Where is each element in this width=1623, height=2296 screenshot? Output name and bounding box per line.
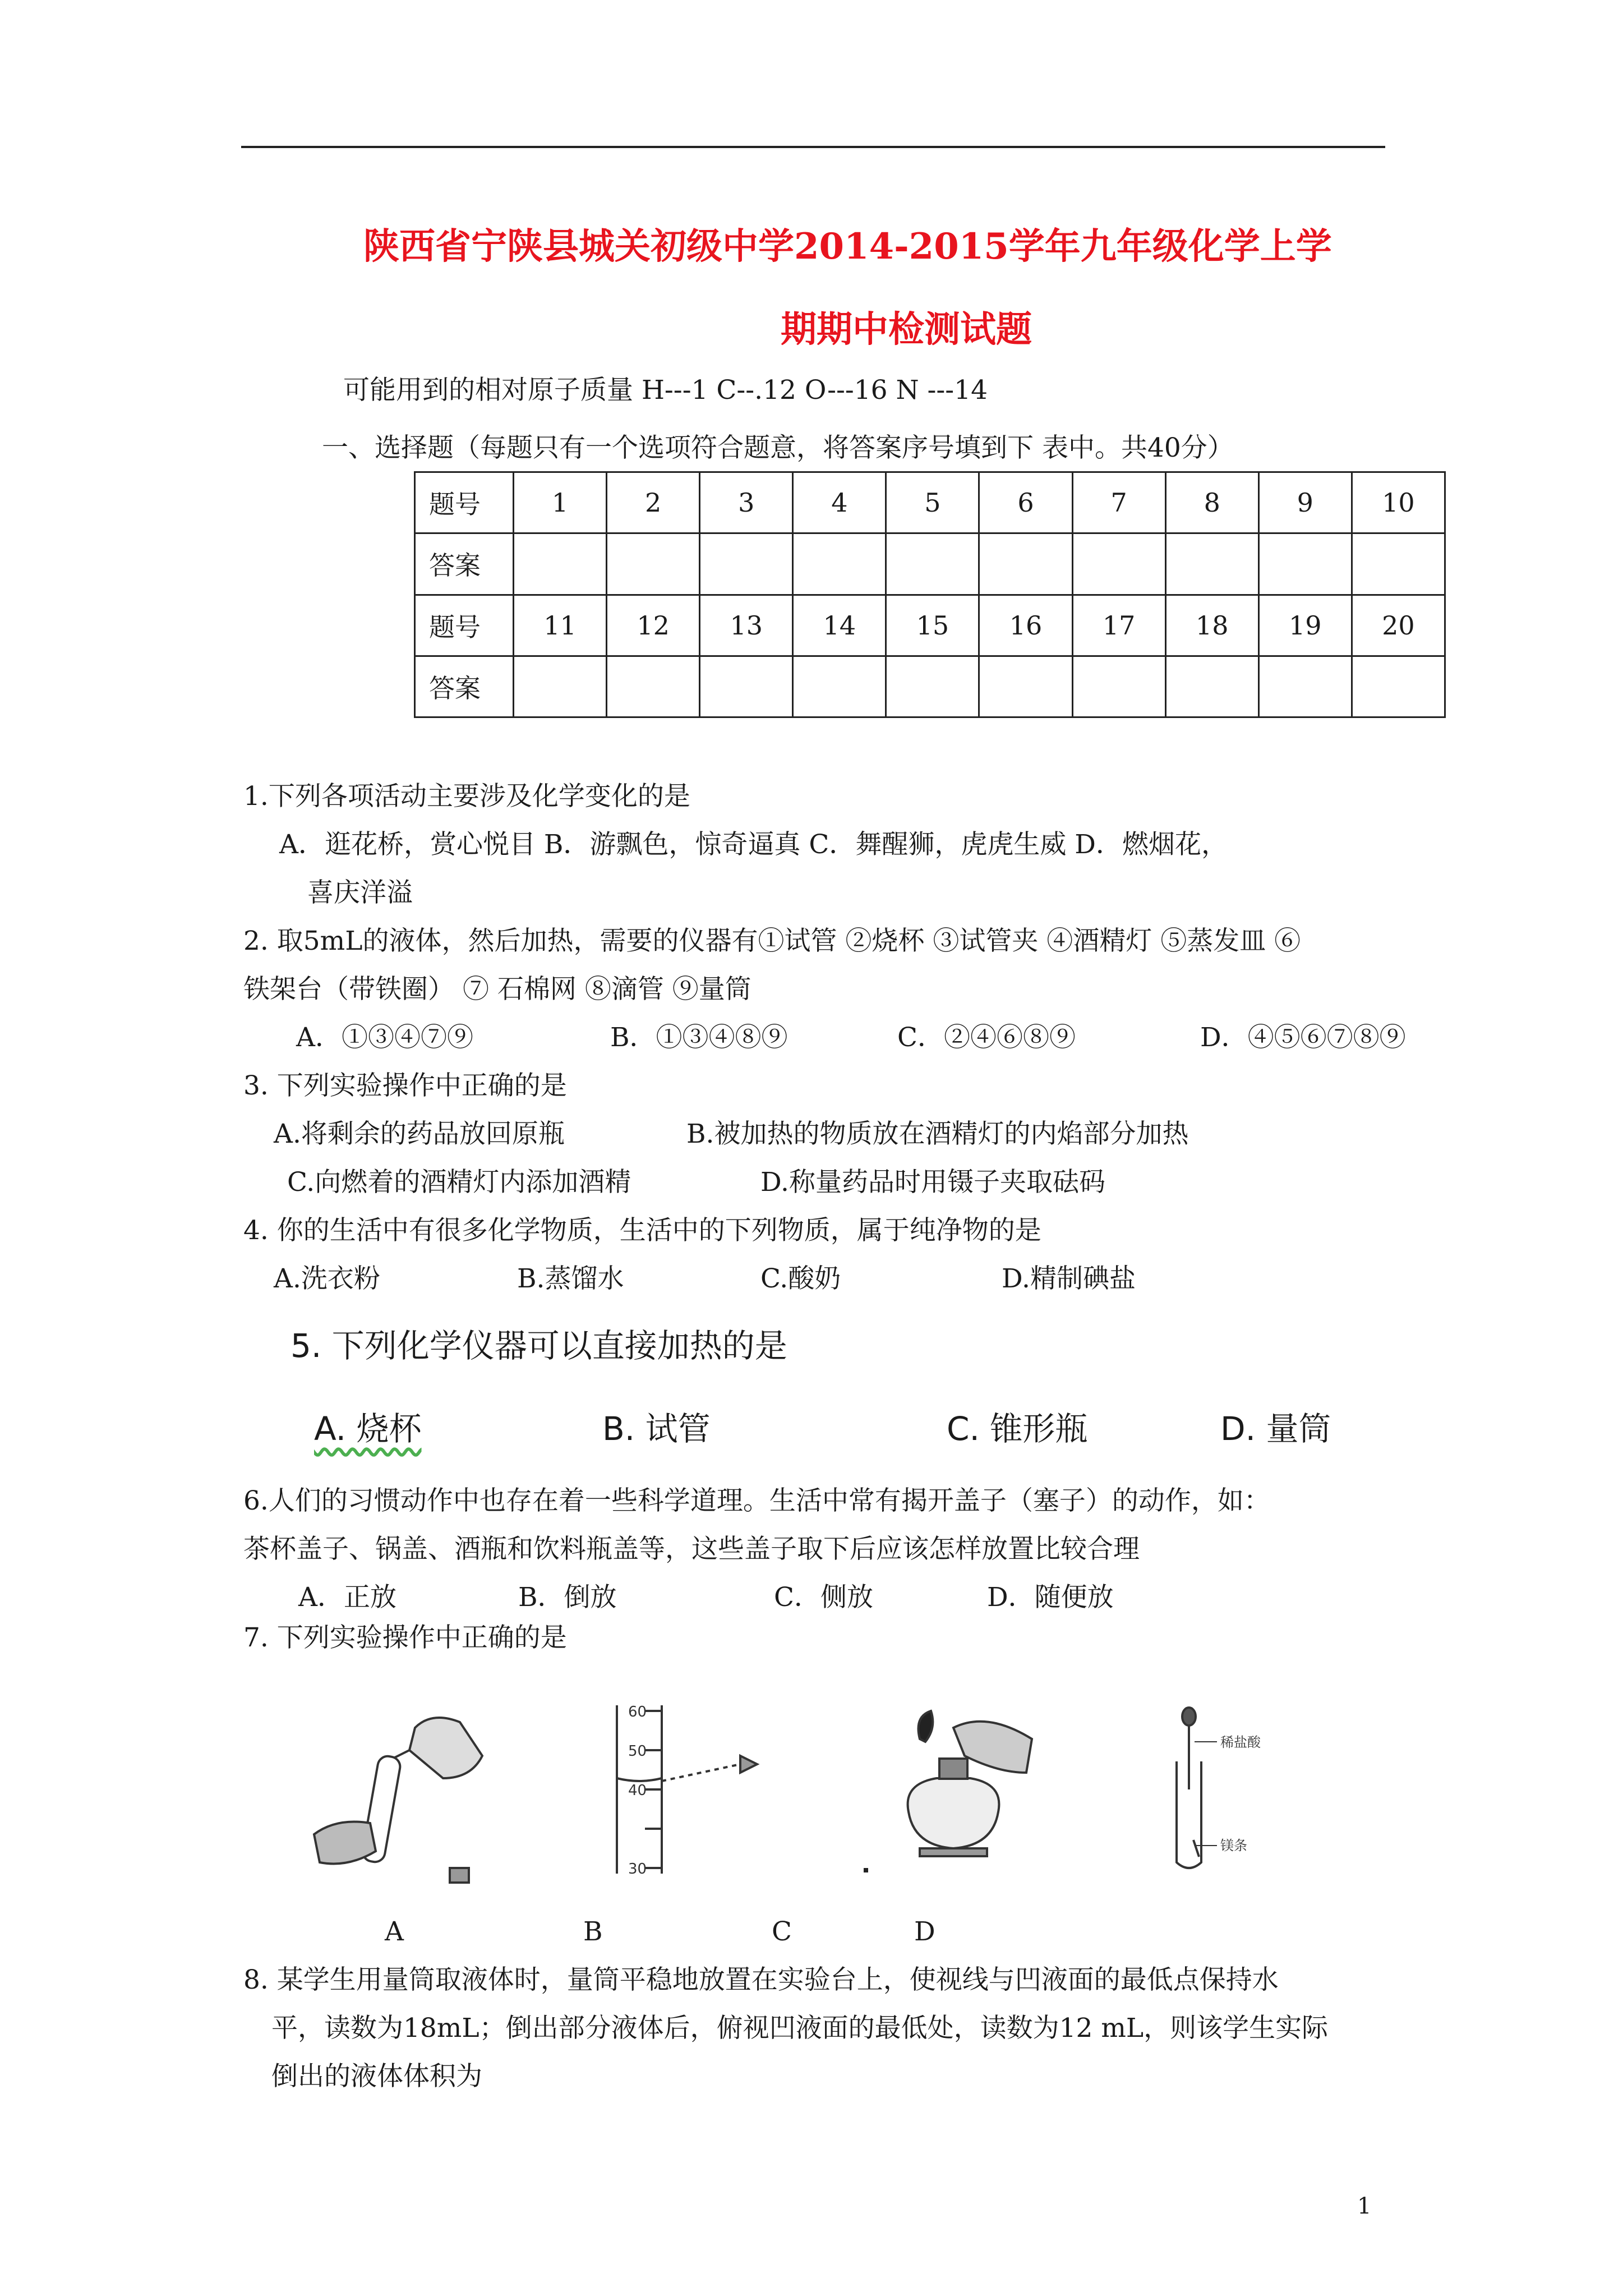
table-cell-number: 16 (979, 595, 1072, 656)
table-cell-number: 8 (1165, 472, 1258, 533)
table-cell-number: 17 (1072, 595, 1165, 656)
table-row-numbers-2 (415, 595, 1445, 656)
answer-cell[interactable] (1165, 533, 1258, 595)
answer-table (414, 471, 1446, 718)
q3-option-a: A.将剩余的药品放回原瓶 (274, 1119, 565, 1149)
table-cell-number: 4 (793, 472, 886, 533)
q1-options-cont: 喜庆洋溢 (307, 877, 413, 908)
table-row-numbers-1 (415, 472, 1445, 533)
q4-option-a: A.洗衣粉 (274, 1263, 380, 1294)
q6-stem-line-1: 6.人们的习惯动作中也存在着一些科学道理。生活中常有揭开盖子（塞子）的动作，如： (243, 1485, 1270, 1516)
table-row-label: 答案 (415, 533, 514, 595)
answer-cell[interactable] (1258, 656, 1352, 717)
table-cell-number: 9 (1258, 472, 1352, 533)
answer-cell[interactable] (979, 656, 1072, 717)
table-cell-number: 15 (886, 595, 979, 656)
title-line-1: 陕西省宁陕县城关初级中学2014-2015学年九年级化学上学 (363, 226, 1332, 268)
q3-option-b: B.被加热的物质放在酒精灯的内焰部分加热 (686, 1119, 1189, 1149)
q2-stem-line-1: 2. 取5mL的液体，然后加热，需要的仪器有①试管 ②烧杯 ③试管夹 ④酒精灯 ⑤蒸发皿 ⑥ (243, 926, 1301, 956)
stray-dot (864, 1868, 868, 1872)
table-cell-number: 11 (514, 595, 607, 656)
answer-cell[interactable] (1352, 656, 1445, 717)
q3-option-d: D.称量药品时用镊子夹取砝码 (760, 1167, 1105, 1198)
q6-option-b: B．倒放 (518, 1582, 617, 1613)
table-cell-number: 13 (700, 595, 793, 656)
cyl-tick-30: 30 (628, 1861, 647, 1878)
q2-option-c: C．②④⑥⑧⑨ (897, 1022, 1076, 1053)
section1-heading: 一、选择题（每题只有一个选项符合题意，将答案序号填到下 表中。共40分） (322, 432, 1234, 463)
title-line-2: 期期中检测试题 (781, 309, 1032, 351)
table-cell-number: 18 (1165, 595, 1258, 656)
q4-option-d: D.精制碘盐 (1002, 1263, 1136, 1294)
table-cell-number: 2 (607, 472, 700, 533)
cyl-tick-40: 40 (628, 1782, 647, 1799)
q2-option-b: B．①③④⑧⑨ (610, 1022, 788, 1053)
cyl-tick-50: 50 (628, 1743, 647, 1760)
answer-cell[interactable] (1165, 656, 1258, 717)
answer-cell[interactable] (700, 533, 793, 595)
table-cell-number: 7 (1072, 472, 1165, 533)
fig-label-d: D (914, 1916, 935, 1947)
q4-option-b: B.蒸馏水 (517, 1263, 624, 1294)
answer-cell[interactable] (607, 656, 700, 717)
figure-d-dropper-tube (1161, 1705, 1352, 1874)
q1-options: A．逛花桥，赏心悦目 B．游飘色，惊奇逼真 C．舞醒狮，虎虎生威 D．燃烟花， (279, 829, 1228, 860)
table-cell-number: 1 (514, 472, 607, 533)
table-cell-number: 12 (607, 595, 700, 656)
atomic-mass-line: 可能用到的相对原子质量 H---1 C--.12 O---16 N ---14 (343, 375, 988, 406)
table-cell-number: 5 (886, 472, 979, 533)
q8-line-1: 8. 某学生用量筒取液体时，量筒平稳地放置在实验台上，使视线与凹液面的最低点保持水 (243, 1964, 1279, 1995)
q6-option-d: D．随便放 (987, 1582, 1114, 1613)
q2-option-d: D．④⑤⑥⑦⑧⑨ (1200, 1022, 1406, 1053)
q2-stem-line-2: 铁架台（带铁圈） ⑦ 石棉网 ⑧滴管 ⑨量筒 (243, 974, 751, 1005)
answer-cell[interactable] (886, 656, 979, 717)
fig-label-a: A (385, 1916, 404, 1947)
q3-stem: 3. 下列实验操作中正确的是 (243, 1070, 567, 1101)
table-row-label: 答案 (415, 656, 514, 717)
q2-option-a: A．①③④⑦⑨ (296, 1022, 473, 1053)
q6-option-c: C．侧放 (774, 1582, 873, 1613)
table-cell-number: 6 (979, 472, 1072, 533)
table-row-answers-2 (415, 656, 1445, 717)
q8-line-3: 倒出的液体体积为 (271, 2061, 482, 2092)
q6-option-a: A．正放 (298, 1582, 396, 1613)
label-dilute-hcl: 稀盐酸 (1220, 1734, 1261, 1750)
page-number: 1 (1357, 2193, 1372, 2219)
answer-cell[interactable] (514, 533, 607, 595)
answer-cell[interactable] (1072, 533, 1165, 595)
answer-cell[interactable] (514, 656, 607, 717)
q3-option-c: C.向燃着的酒精灯内添加酒精 (287, 1167, 631, 1198)
q5-stem: 5. 下列化学仪器可以直接加热的是 (291, 1327, 787, 1365)
q6-stem-line-2: 茶杯盖子、锅盖、酒瓶和饮料瓶盖等，这些盖子取下后应该怎样放置比较合理 (243, 1534, 1140, 1565)
q1-stem: 1.下列各项活动主要涉及化学变化的是 (243, 781, 690, 812)
answer-cell[interactable] (886, 533, 979, 595)
table-cell-number: 3 (700, 472, 793, 533)
answer-cell[interactable] (1258, 533, 1352, 595)
figure-b-cylinder (600, 1700, 768, 1879)
answer-cell[interactable] (607, 533, 700, 595)
fig-label-b: B (583, 1916, 603, 1947)
answer-cell[interactable] (979, 533, 1072, 595)
label-mg-strip: 镁条 (1220, 1838, 1247, 1853)
q5-option-a: A. 烧杯 (314, 1410, 422, 1448)
fig-label-c: C (772, 1916, 792, 1947)
table-cell-number: 20 (1352, 595, 1445, 656)
figure-c-alcohol-lamp (886, 1705, 1054, 1874)
answer-cell[interactable] (793, 533, 886, 595)
q7-stem: 7. 下列实验操作中正确的是 (243, 1622, 567, 1653)
table-cell-number: 14 (793, 595, 886, 656)
table-row-label: 题号 (415, 472, 514, 533)
figure-a-pouring (303, 1705, 494, 1890)
q5-option-b: B. 试管 (602, 1410, 711, 1448)
answer-cell[interactable] (1072, 656, 1165, 717)
q8-line-2: 平，读数为18mL；倒出部分液体后，俯视凹液面的最低处，读数为12 mL，则该学生实际 (271, 2013, 1329, 2044)
q5-option-d: D. 量筒 (1220, 1410, 1331, 1448)
table-cell-number: 10 (1352, 472, 1445, 533)
answer-cell[interactable] (793, 656, 886, 717)
header-rule (241, 146, 1385, 148)
table-row-label: 题号 (415, 595, 514, 656)
answer-cell[interactable] (700, 656, 793, 717)
answer-cell[interactable] (1352, 533, 1445, 595)
table-cell-number: 19 (1258, 595, 1352, 656)
table-row-answers-1 (415, 533, 1445, 595)
q4-option-c: C.酸奶 (760, 1263, 841, 1294)
q4-stem: 4. 你的生活中有很多化学物质，生活中的下列物质，属于纯净物的是 (243, 1215, 1041, 1246)
cyl-tick-60: 60 (628, 1704, 647, 1720)
q5-option-c: C. 锥形瓶 (947, 1410, 1088, 1448)
